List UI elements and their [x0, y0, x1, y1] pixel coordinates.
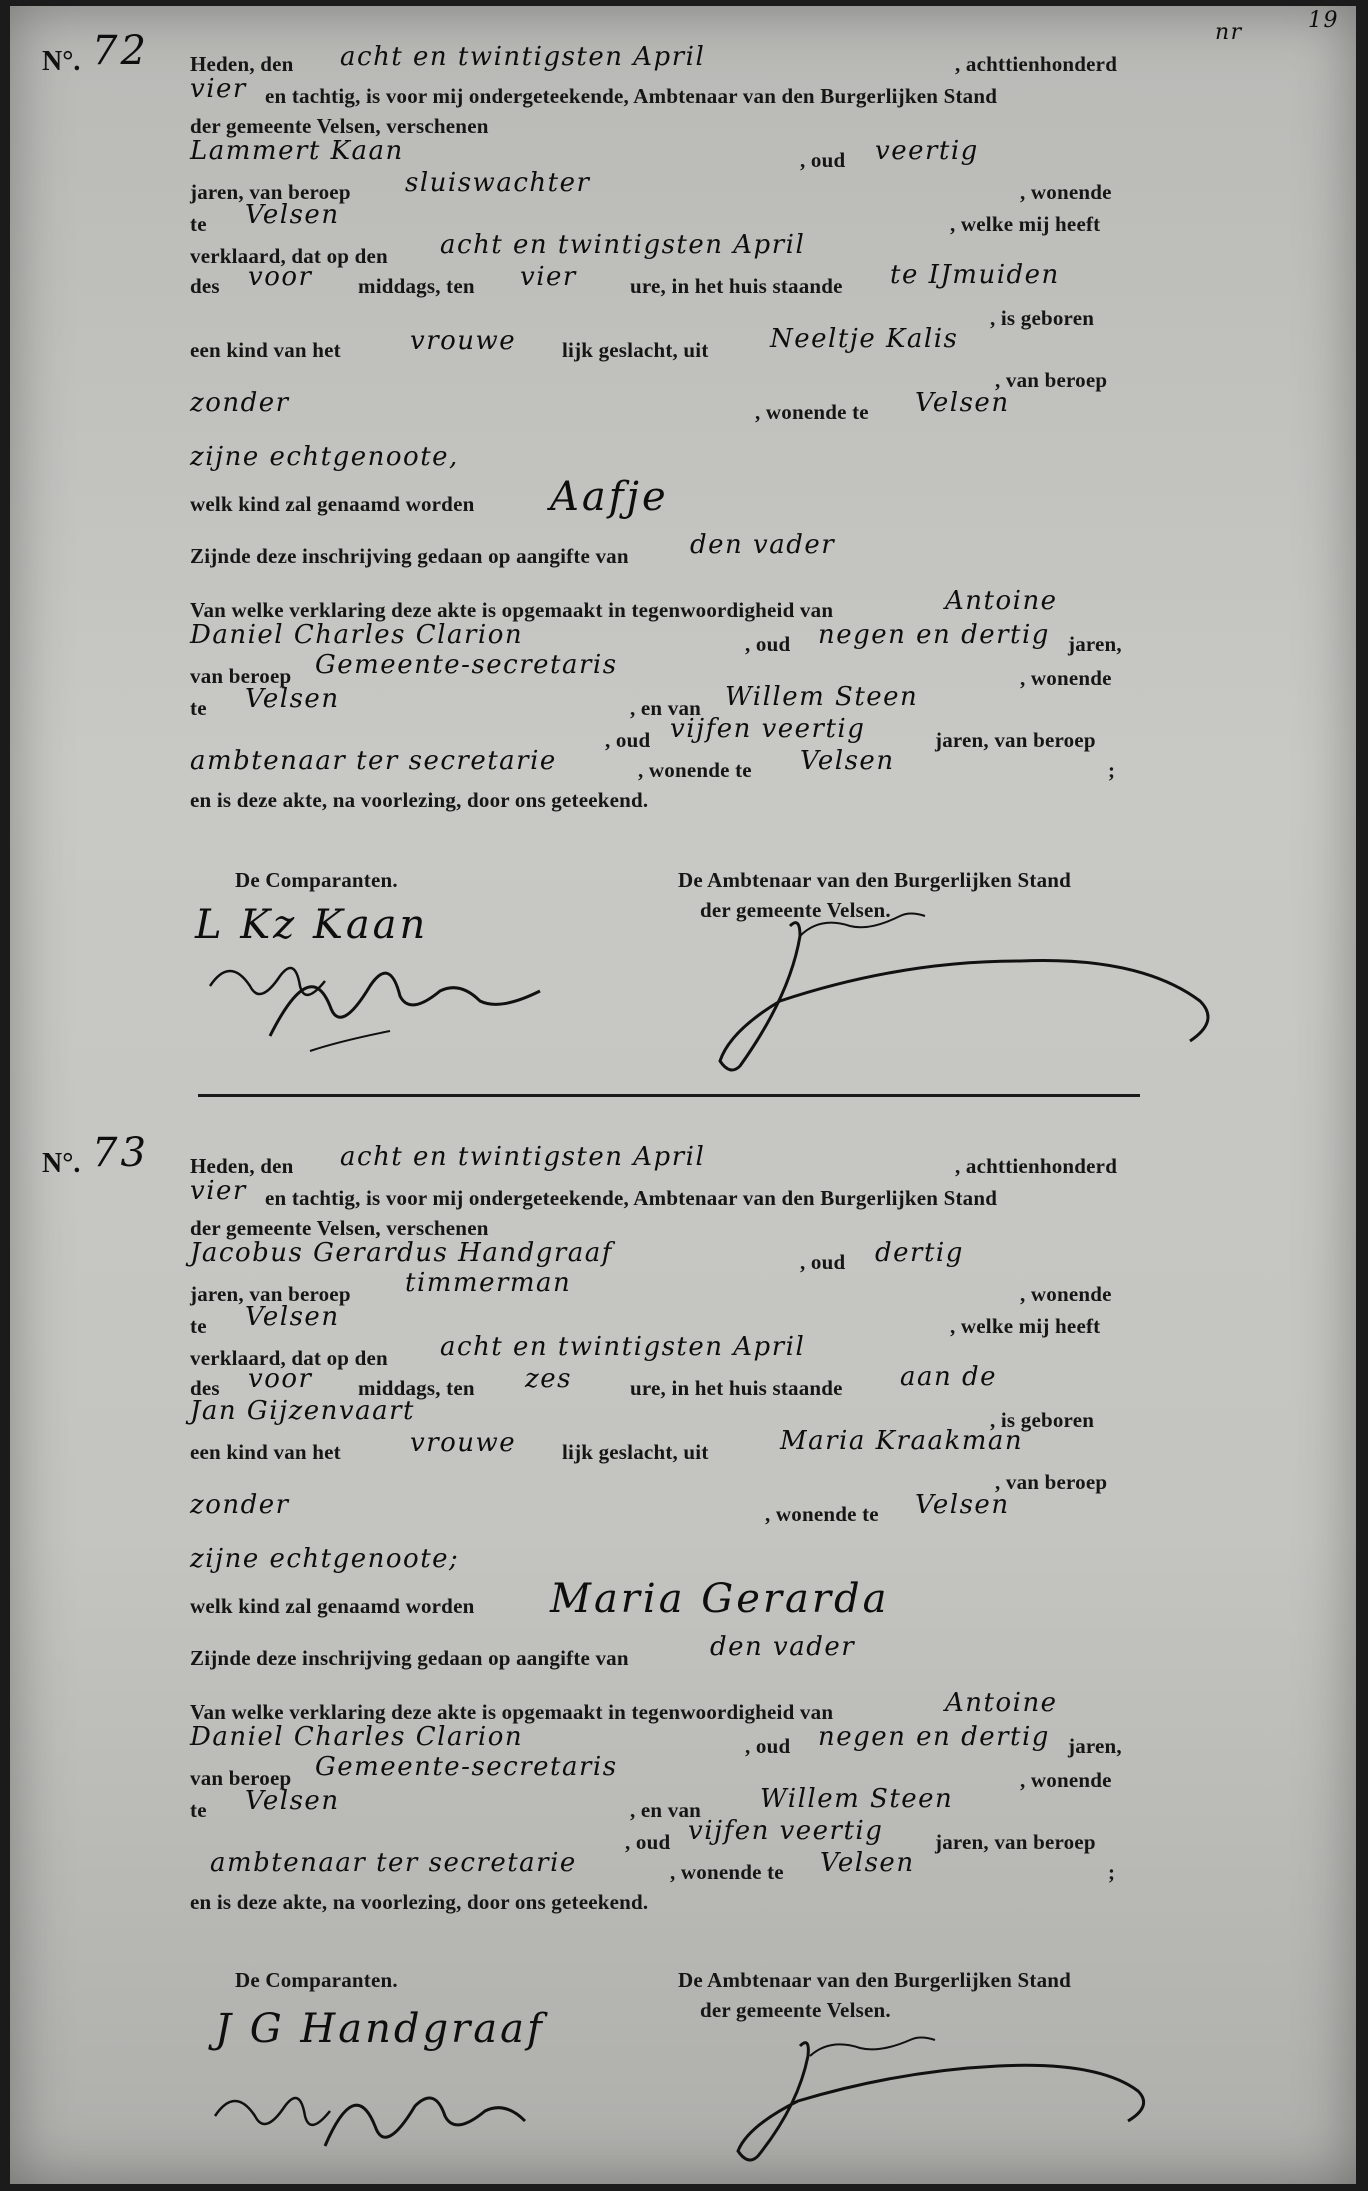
witness2-place: Velsen [800, 746, 895, 776]
te-label: te [190, 1314, 207, 1338]
birth-location: te IJmuiden [890, 260, 1060, 290]
signature-witnesses [205, 2066, 585, 2171]
birth-location: aan de [900, 1362, 998, 1392]
signature-witnesses [200, 946, 580, 1061]
des-label: des [190, 274, 220, 298]
envan-label: , en van [630, 1798, 702, 1822]
declarant-job: timmerman [405, 1268, 572, 1298]
declarant-age: dertig [875, 1238, 964, 1268]
middags-label: middags, ten [358, 274, 475, 298]
informant: den vader [690, 530, 836, 560]
signature-father: L Kz Kaan [195, 902, 429, 948]
beroep4-label: jaren, van beroep [935, 728, 1096, 752]
comparanten-label: De Comparanten. [235, 1968, 398, 1992]
act-number: 73 [92, 1130, 149, 1176]
aangifte-label: Zijnde deze inschrijving gedaan op aangifte van [190, 1646, 629, 1670]
verklaard-label: verklaard, dat op den [190, 244, 388, 268]
witness2-age: vijfen veertig [670, 714, 866, 744]
birth-location-2: Jan Gijzenvaart [190, 1396, 415, 1426]
geslacht-label: lijk geslacht, uit [562, 1440, 709, 1464]
signature-registrar [570, 906, 1220, 1091]
semicolon: ; [1108, 758, 1116, 782]
witness2-name: Willem Steen [760, 1784, 954, 1814]
ambtenaar-gemeente: der gemeente Velsen. [700, 898, 891, 922]
witness1-age: negen en dertig [818, 620, 1050, 650]
witness1-job: Gemeente-secretaris [315, 1752, 618, 1782]
te3-label: te [190, 696, 207, 720]
geteekend-label: en is deze akte, na voorlezing, door ons geteekend. [190, 788, 649, 812]
signature-father: J G Handgraaf [215, 2006, 545, 2052]
heeft-label: , welke mij heeft [950, 212, 1101, 236]
aangifte-label: Zijnde deze inschrijving gedaan op aangifte van [190, 544, 629, 568]
declarant-place: Velsen [245, 200, 340, 230]
semicolon: ; [1108, 1860, 1116, 1884]
signature-registrar [630, 2026, 1190, 2181]
oud3-label: , oud [745, 1734, 791, 1758]
wonende4-label: , wonende te [638, 758, 752, 782]
middags-label: middags, ten [358, 1376, 475, 1400]
geboren-label: , is geboren [990, 306, 1095, 330]
witness1-first: Antoine [945, 1688, 1058, 1718]
gemeente-text: der gemeente Velsen, verschenen [190, 114, 489, 138]
mother-job: zonder [190, 1490, 290, 1520]
genaamd-label: welk kind zal genaamd worden [190, 1594, 475, 1618]
witness1-rest: Daniel Charles Clarion [190, 1722, 524, 1752]
genaamd-label: welk kind zal genaamd worden [190, 492, 475, 516]
witness2-age: vijfen veertig [688, 1816, 884, 1846]
witness2-job: ambtenaar ter secretarie [190, 746, 557, 776]
witness1-age: negen en dertig [818, 1722, 1050, 1752]
oud4-label: , oud [605, 728, 651, 752]
witness1-job: Gemeente-secretaris [315, 650, 618, 680]
witness2-name: Willem Steen [725, 682, 919, 712]
kind-label: een kind van het [190, 338, 341, 362]
oud-label: , oud [800, 148, 846, 172]
declarant-place: Velsen [245, 1302, 340, 1332]
mother-job: zonder [190, 388, 290, 418]
beroep2-label: , van beroep [995, 1470, 1108, 1494]
mother-name: Maria Kraakman [780, 1426, 1024, 1456]
ambtenaar-label: De Ambtenaar van den Burgerlijken Stand [678, 868, 1072, 892]
witness1-rest: Daniel Charles Clarion [190, 620, 524, 650]
ambtenaar-gemeente: der gemeente Velsen. [700, 1998, 891, 2022]
spouse-note: zijne echtgenoote, [190, 442, 459, 472]
beroep-label: jaren, van beroep [190, 1282, 351, 1306]
century-label: , achttienhonderd [955, 52, 1118, 76]
witness2-job: ambtenaar ter secretarie [210, 1848, 577, 1878]
oud3-label: , oud [745, 632, 791, 656]
des-label: des [190, 1376, 220, 1400]
jaren3-label: jaren, [1068, 632, 1122, 656]
verklaard-label: verklaard, dat op den [190, 1346, 388, 1370]
beroep3-label: van beroep [190, 1766, 292, 1790]
wonende3-label: , wonende [1020, 666, 1112, 690]
day-part: voor [248, 1364, 313, 1394]
comparanten-label: De Comparanten. [235, 868, 398, 892]
envan-label: , en van [630, 696, 702, 720]
oud4-label: , oud [625, 1830, 671, 1854]
folio-number: 19 [1308, 8, 1339, 33]
tegenwoordigheid-label: Van welke verklaring deze akte is opgemaakt in tegenwoordigheid van [190, 1700, 834, 1724]
wonende-label: , wonende [1020, 180, 1112, 204]
century-label: , achttienhonderd [955, 1154, 1118, 1178]
ure-label: ure, in het huis staande [630, 274, 843, 298]
act-number: 72 [92, 28, 149, 74]
wonende3-label: , wonende [1020, 1768, 1112, 1792]
birth-date: acht en twintigsten April [440, 1332, 806, 1362]
mother-name: Neeltje Kalis [770, 324, 959, 354]
mother-place: Velsen [915, 1490, 1010, 1520]
child-name: Maria Gerarda [550, 1576, 890, 1622]
birth-date: acht en twintigsten April [440, 230, 806, 260]
beroep-label: jaren, van beroep [190, 180, 351, 204]
act-number-label: N°. [42, 1148, 81, 1179]
ure-label: ure, in het huis staande [630, 1376, 843, 1400]
witness1-first: Antoine [945, 586, 1058, 616]
informant: den vader [710, 1632, 856, 1662]
wonende2-label: , wonende te [765, 1502, 879, 1526]
beroep2-label: , van beroep [995, 368, 1108, 392]
gemeente-text: der gemeente Velsen, verschenen [190, 1216, 489, 1240]
declarant-job: sluiswachter [405, 168, 591, 198]
declarant-age: veertig [875, 136, 979, 166]
te-label: te [190, 212, 207, 236]
ambtenaar-label: De Ambtenaar van den Burgerlijken Stand [678, 1968, 1072, 1992]
witness1-place: Velsen [245, 684, 340, 714]
child-sex: vrouwe [410, 326, 517, 356]
corner-nr: nr [1215, 20, 1243, 45]
register-page [10, 6, 1356, 2184]
declarant-name: Jacobus Gerardus Handgraaf [190, 1238, 613, 1268]
witness2-place: Velsen [820, 1848, 915, 1878]
act-separator [198, 1094, 1140, 1097]
birth-hour: vier [520, 262, 577, 292]
heeft-label: , welke mij heeft [950, 1314, 1101, 1338]
geteekend-label: en is deze akte, na voorlezing, door ons geteekend. [190, 1890, 649, 1914]
act-number-label: N°. [42, 46, 81, 77]
wonende2-label: , wonende te [755, 400, 869, 424]
geboren-label: , is geboren [990, 1408, 1095, 1432]
oud-label: , oud [800, 1250, 846, 1274]
jaren3-label: jaren, [1068, 1734, 1122, 1758]
date-day: acht en twintigsten April [340, 42, 706, 72]
intro-text: en tachtig, is voor mij ondergeteekende, Ambtenaar van den Burgerlijken Stand [265, 1186, 998, 1210]
year-fill: vier [190, 1176, 247, 1206]
geslacht-label: lijk geslacht, uit [562, 338, 709, 362]
wonende4-label: , wonende te [670, 1860, 784, 1884]
beroep4-label: jaren, van beroep [935, 1830, 1096, 1854]
spouse-note: zijne echtgenoote; [190, 1544, 460, 1574]
mother-place: Velsen [915, 388, 1010, 418]
heden-label: Heden, den [190, 1154, 294, 1178]
declarant-name: Lammert Kaan [190, 136, 404, 166]
beroep3-label: van beroep [190, 664, 292, 688]
birth-hour: zes [525, 1364, 572, 1394]
wonende-label: , wonende [1020, 1282, 1112, 1306]
tegenwoordigheid-label: Van welke verklaring deze akte is opgemaakt in tegenwoordigheid van [190, 598, 834, 622]
witness1-place: Velsen [245, 1786, 340, 1816]
heden-label: Heden, den [190, 52, 294, 76]
date-day: acht en twintigsten April [340, 1142, 706, 1172]
child-name: Aafje [550, 474, 669, 520]
te3-label: te [190, 1798, 207, 1822]
intro-text: en tachtig, is voor mij ondergeteekende, Ambtenaar van den Burgerlijken Stand [265, 84, 998, 108]
kind-label: een kind van het [190, 1440, 341, 1464]
day-part: voor [248, 262, 313, 292]
child-sex: vrouwe [410, 1428, 517, 1458]
year-fill: vier [190, 74, 247, 104]
